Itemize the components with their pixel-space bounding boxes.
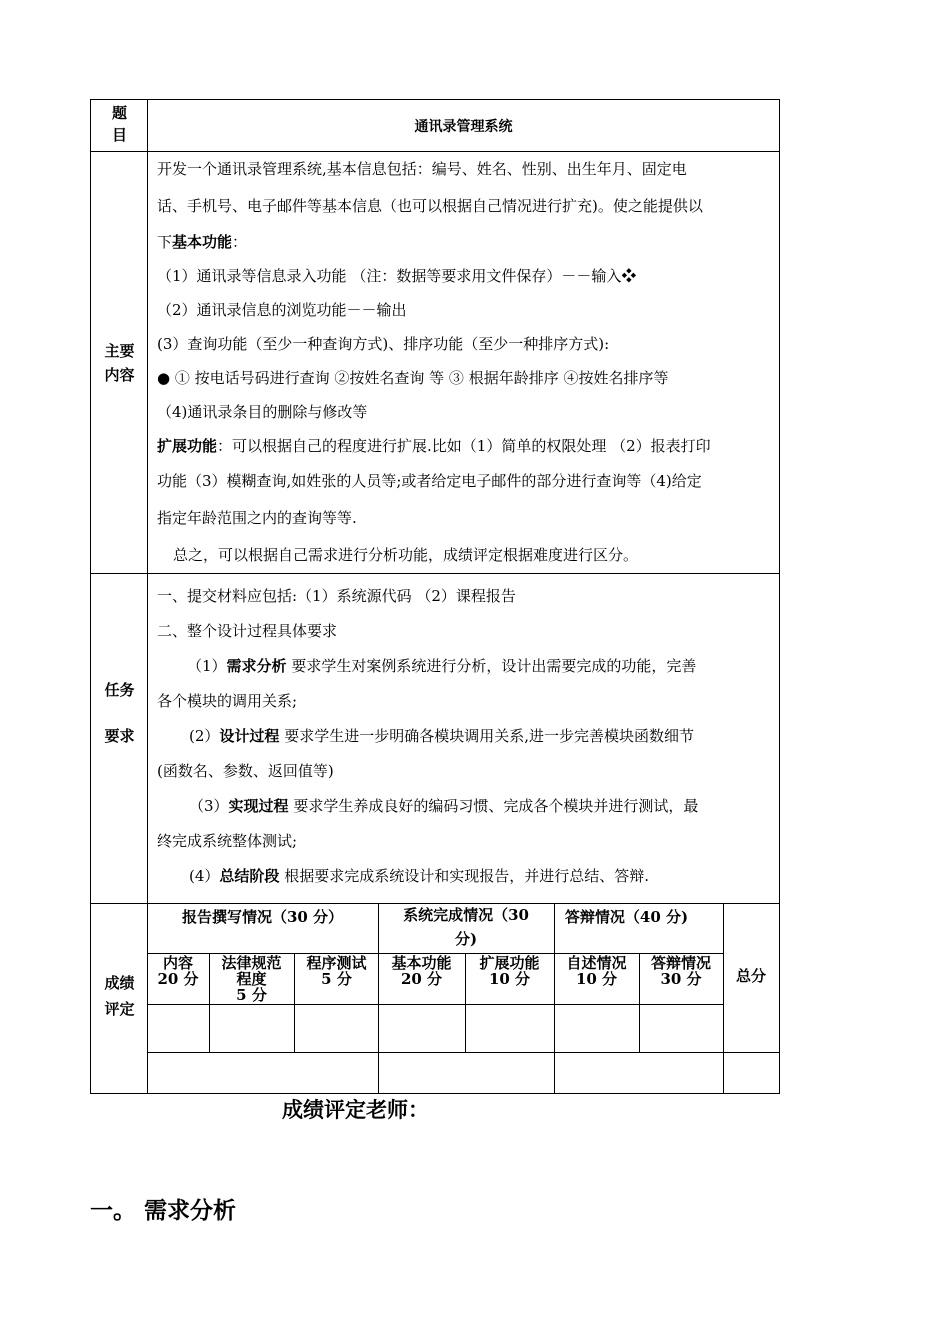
course-design-table <box>90 99 780 1094</box>
intro-line: 话、手机号、电子邮件等基本信息（也可以根据自己情况进行扩充)。使之能提供以 <box>157 197 703 215</box>
main-content-label: 主要 内容 <box>104 342 135 384</box>
title-value: 通讯录管理系统 <box>414 119 513 135</box>
task-line: 二、整个设计过程具体要求 <box>157 622 338 640</box>
requirement-1: （1）需求分析 要求学生对案例系统进行分析，设计出需要完成的功能，完善 <box>187 657 697 675</box>
label-column-divider <box>147 100 148 1093</box>
grade-divider <box>147 1052 779 1053</box>
requirement-1-cont: 各个模块的调用关系; <box>157 692 298 710</box>
extension-line: 扩展功能：可以根据自己的程度进行扩展.比如（1）简单的权限处理 （2）报表打印 <box>157 437 711 455</box>
sub-header-program-test: 程序测试 5 分 <box>306 954 367 988</box>
function-item-detail: ● ① 按电话号码进行查询 ②按姓名查询 等 ③ 根据年龄排序 ④按姓名排序等 <box>157 369 669 387</box>
requirement-2-cont: (函数名、参数、返回值等) <box>157 762 334 780</box>
sub-header-legal-norm: 法律规范 程度 5 分 <box>221 954 282 1004</box>
task-label: 任务 要求 <box>104 681 135 745</box>
sub-header-content: 内容 20 分 <box>157 954 199 988</box>
total-score-header: 总分 <box>735 967 766 985</box>
task-line: 一、提交材料应包括:（1）系统源代码 （2）课程报告 <box>157 587 516 605</box>
intro-line: 开发一个通讯录管理系统,基本信息包括：编号、姓名、性别、出生年月、固定电 <box>157 160 687 178</box>
requirement-4: (4）总结阶段 根据要求完成系统设计和实现报告，并进行总结、答辩. <box>189 867 649 885</box>
requirement-3-cont: 终完成系统整体测试; <box>157 832 298 850</box>
grading-label: 成绩 评定 <box>104 974 135 1018</box>
summary-line: 总之，可以根据自己需求进行分析功能，成绩评定根据难度进行区分。 <box>173 546 639 564</box>
requirement-3: （3）实现过程 要求学生养成良好的编码习惯、完成各个模块并进行测试，最 <box>189 797 699 815</box>
sub-header-defense: 答辩情况 30 分 <box>650 954 711 988</box>
intro-line: 下基本功能： <box>157 233 248 251</box>
sub-header-self-statement: 自述情况 10 分 <box>566 954 627 988</box>
grade-divider <box>723 903 724 1093</box>
function-item: (3）查询功能（至少一种查询方式)、排序功能（至少一种排序方式): <box>157 335 610 353</box>
function-item: （2）通讯录信息的浏览功能－－输出 <box>157 301 407 319</box>
grade-divider <box>147 1004 723 1005</box>
grading-teacher-signature: 成绩评定老师： <box>282 1097 429 1122</box>
function-item: （1）通讯录等信息录入功能 （注：数据等要求用文件保存）－－输入❖ <box>157 267 637 285</box>
task-body <box>157 579 777 894</box>
requirement-2: (2）设计过程 要求学生进一步明确各模块调用关系,进一步完善模块函数细节 <box>189 727 694 745</box>
system-score-header: 系统完成情况（30 分) <box>403 906 529 948</box>
report-score-header: 报告撰写情况（30 分） <box>181 908 344 926</box>
sub-header-extended-function: 扩展功能 10 分 <box>479 954 540 988</box>
sub-header-basic-function: 基本功能 20 分 <box>391 954 452 988</box>
extension-line: 功能（3）模糊查询,如姓张的人员等;或者给定电子邮件的部分进行查询等（4)给定 <box>157 472 702 490</box>
section-heading: 一。 需求分析 <box>90 1197 237 1224</box>
grade-divider <box>554 903 555 1093</box>
title-label: 题 目 <box>111 104 127 144</box>
function-item: （4)通讯录条目的删除与修改等 <box>157 403 368 421</box>
defense-score-header: 答辩情况（40 分) <box>564 908 689 926</box>
extension-line: 指定年龄范围之内的查询等等. <box>157 509 357 527</box>
row-divider <box>91 573 779 574</box>
main-content-body <box>157 152 777 573</box>
